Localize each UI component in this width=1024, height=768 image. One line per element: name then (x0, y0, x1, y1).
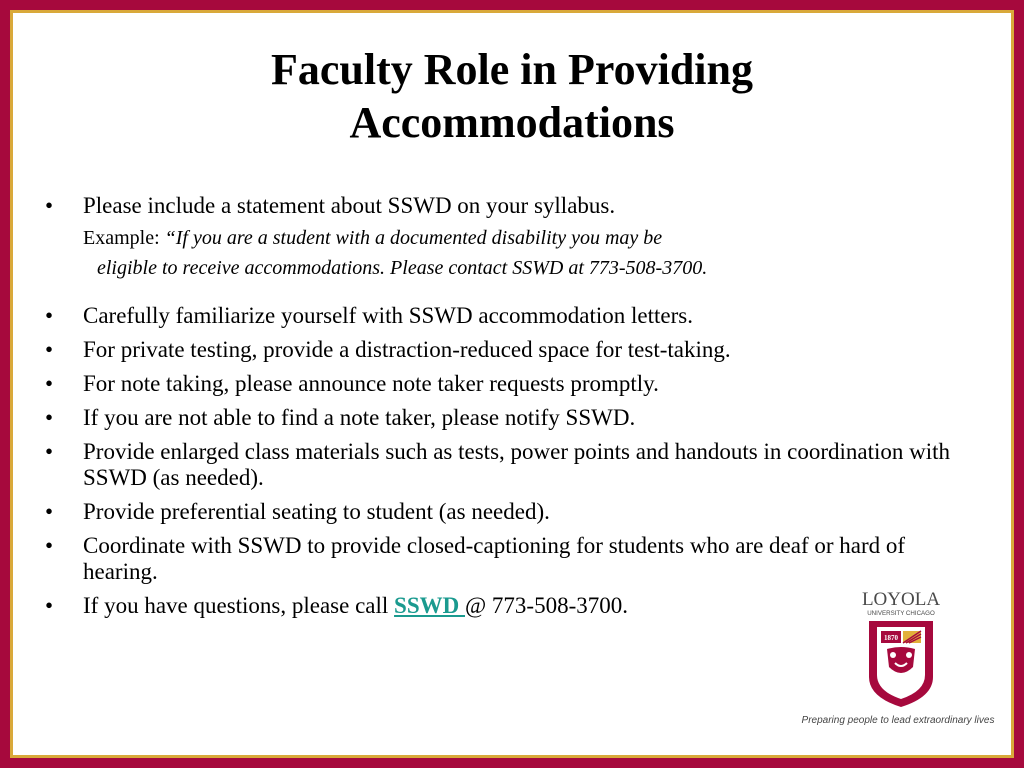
bullet-text: For private testing, provide a distraction-reduced space for test-taking. (83, 337, 731, 362)
bullet-text: Carefully familiarize yourself with SSWD accommodation letters. (83, 303, 693, 328)
list-item (43, 193, 973, 283)
list-item (43, 337, 973, 363)
loyola-logo (851, 585, 951, 715)
bullet-icon: • (45, 439, 54, 464)
bullet-text: If you are not able to find a note taker, please notify SSWD. (83, 405, 636, 430)
title-line-1: Faculty Role in Providing (271, 45, 753, 94)
bullet-icon: • (45, 371, 54, 396)
example-statement (83, 223, 973, 283)
logo-sub: UNIVERSITY CHICAGO (867, 610, 935, 617)
list-item (43, 405, 973, 431)
bullet-text: For note taking, please announce note taker requests promptly. (83, 371, 659, 396)
bullet-icon: • (45, 337, 54, 362)
list-item (43, 303, 973, 329)
contact-prefix: If you have questions, please call (83, 593, 395, 618)
bullet-icon: • (45, 405, 54, 430)
list-item (43, 371, 973, 397)
list-item (43, 499, 973, 525)
logo-name: LOYOLA (861, 589, 941, 610)
example-line-1: “If you are a student with a documented disability you may be (164, 227, 663, 249)
tagline: Preparing people to lead extraordinary lives (801, 715, 995, 726)
bullet-text: Coordinate with SSWD to provide closed-captioning for students who are deaf or hard of hearing. (83, 533, 906, 584)
example-line-2: eligible to receive accommodations. Please contact SSWD at 773-508-3700. (97, 257, 708, 279)
list-item (43, 593, 973, 619)
bullet-icon: • (45, 593, 54, 618)
list-item (43, 439, 973, 491)
bullet-list (43, 193, 973, 627)
bullet-icon: • (45, 193, 54, 218)
bullet-text: Provide preferential seating to student (as needed). (83, 499, 550, 524)
title-line-2: Accommodations (349, 98, 675, 147)
sswd-link[interactable]: SSWD (394, 593, 465, 618)
logo-year: 1870 (884, 634, 898, 642)
contact-suffix: @ 773-508-3700. (465, 593, 628, 618)
list-item (43, 533, 973, 585)
slide (13, 13, 1011, 755)
bullet-icon: • (45, 303, 54, 328)
bullet-icon: • (45, 533, 54, 558)
page-title (13, 43, 1011, 149)
example-label: Example: (83, 227, 165, 249)
bullet-text: Please include a statement about SSWD on your syllabus. (83, 193, 616, 218)
loyola-seal-icon (851, 585, 951, 715)
bullet-text: Provide enlarged class materials such as tests, power points and handouts in coordination with SSWD (as needed). (83, 439, 951, 490)
bullet-icon: • (45, 499, 54, 524)
